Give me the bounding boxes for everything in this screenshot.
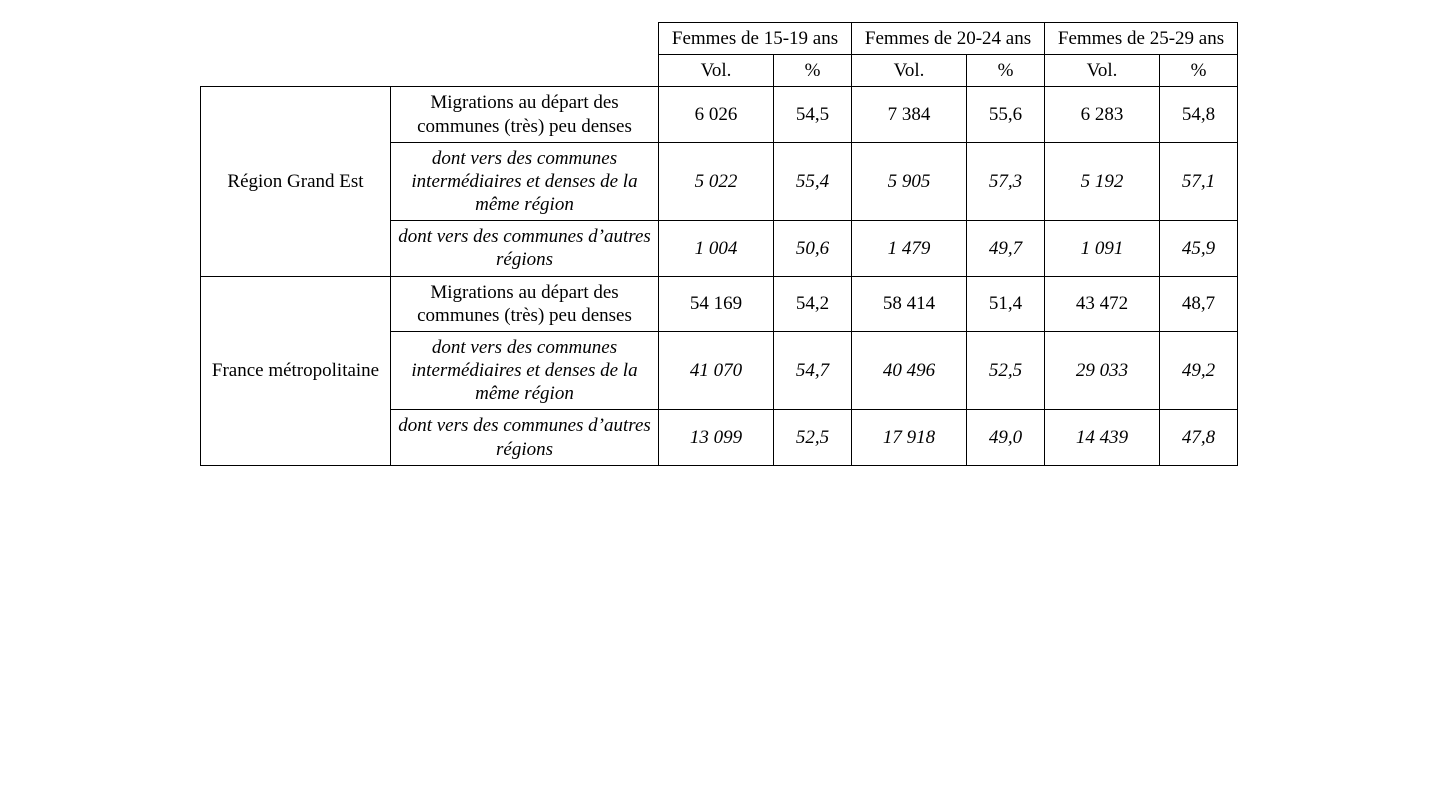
cell-pct-15-19: 55,4 xyxy=(774,142,852,221)
row-label: Migrations au départ des communes (très) peu denses xyxy=(391,87,659,142)
table-body xyxy=(201,87,1238,465)
row-label: dont vers des communes d’autres régions xyxy=(391,410,659,465)
cell-vol-25-29: 43 472 xyxy=(1045,276,1160,331)
table-head xyxy=(201,23,1238,87)
cell-vol-20-24: 58 414 xyxy=(852,276,967,331)
cell-pct-20-24: 55,6 xyxy=(967,87,1045,142)
cell-pct-20-24: 49,0 xyxy=(967,410,1045,465)
corner-spacer-label-2 xyxy=(391,55,659,87)
cell-pct-25-29: 48,7 xyxy=(1160,276,1238,331)
cell-pct-15-19: 50,6 xyxy=(774,221,852,276)
row-label: dont vers des communes d’autres régions xyxy=(391,221,659,276)
table-row xyxy=(201,87,1238,142)
cell-pct-20-24: 49,7 xyxy=(967,221,1045,276)
subheader-vol-20-24: Vol. xyxy=(852,55,967,87)
cell-pct-25-29: 54,8 xyxy=(1160,87,1238,142)
region-label-grand-est: Région Grand Est xyxy=(201,87,391,276)
cell-pct-20-24: 52,5 xyxy=(967,331,1045,410)
table-subheader-row xyxy=(201,55,1238,87)
cell-vol-20-24: 17 918 xyxy=(852,410,967,465)
cell-pct-25-29: 49,2 xyxy=(1160,331,1238,410)
cell-vol-25-29: 1 091 xyxy=(1045,221,1160,276)
subheader-vol-25-29: Vol. xyxy=(1045,55,1160,87)
cell-vol-15-19: 5 022 xyxy=(659,142,774,221)
cell-vol-20-24: 40 496 xyxy=(852,331,967,410)
cell-vol-15-19: 6 026 xyxy=(659,87,774,142)
row-label: dont vers des communes intermédiaires et denses de la même région xyxy=(391,331,659,410)
corner-spacer-region xyxy=(201,23,391,55)
cell-vol-20-24: 7 384 xyxy=(852,87,967,142)
cell-vol-15-19: 41 070 xyxy=(659,331,774,410)
cell-vol-15-19: 13 099 xyxy=(659,410,774,465)
cell-pct-15-19: 54,2 xyxy=(774,276,852,331)
cell-pct-20-24: 57,3 xyxy=(967,142,1045,221)
cell-vol-20-24: 5 905 xyxy=(852,142,967,221)
table-row xyxy=(201,276,1238,331)
subheader-pct-25-29: % xyxy=(1160,55,1238,87)
region-label-france-metropolitaine: France métropolitaine xyxy=(201,276,391,465)
row-label: dont vers des communes intermédiaires et denses de la même région xyxy=(391,142,659,221)
cell-pct-15-19: 54,7 xyxy=(774,331,852,410)
subheader-pct-15-19: % xyxy=(774,55,852,87)
column-group-15-19: Femmes de 15-19 ans xyxy=(659,23,852,55)
cell-vol-25-29: 29 033 xyxy=(1045,331,1160,410)
cell-vol-20-24: 1 479 xyxy=(852,221,967,276)
cell-vol-25-29: 5 192 xyxy=(1045,142,1160,221)
cell-pct-25-29: 45,9 xyxy=(1160,221,1238,276)
cell-vol-15-19: 1 004 xyxy=(659,221,774,276)
corner-spacer-label xyxy=(391,23,659,55)
cell-pct-15-19: 54,5 xyxy=(774,87,852,142)
cell-vol-25-29: 6 283 xyxy=(1045,87,1160,142)
cell-pct-15-19: 52,5 xyxy=(774,410,852,465)
cell-vol-25-29: 14 439 xyxy=(1045,410,1160,465)
column-group-25-29: Femmes de 25-29 ans xyxy=(1045,23,1238,55)
cell-pct-25-29: 57,1 xyxy=(1160,142,1238,221)
table-header-group-row xyxy=(201,23,1238,55)
corner-spacer-region-2 xyxy=(201,55,391,87)
subheader-pct-20-24: % xyxy=(967,55,1045,87)
cell-vol-15-19: 54 169 xyxy=(659,276,774,331)
column-group-20-24: Femmes de 20-24 ans xyxy=(852,23,1045,55)
migration-statistics-table xyxy=(200,22,1238,466)
row-label: Migrations au départ des communes (très) peu denses xyxy=(391,276,659,331)
cell-pct-20-24: 51,4 xyxy=(967,276,1045,331)
cell-pct-25-29: 47,8 xyxy=(1160,410,1238,465)
subheader-vol-15-19: Vol. xyxy=(659,55,774,87)
